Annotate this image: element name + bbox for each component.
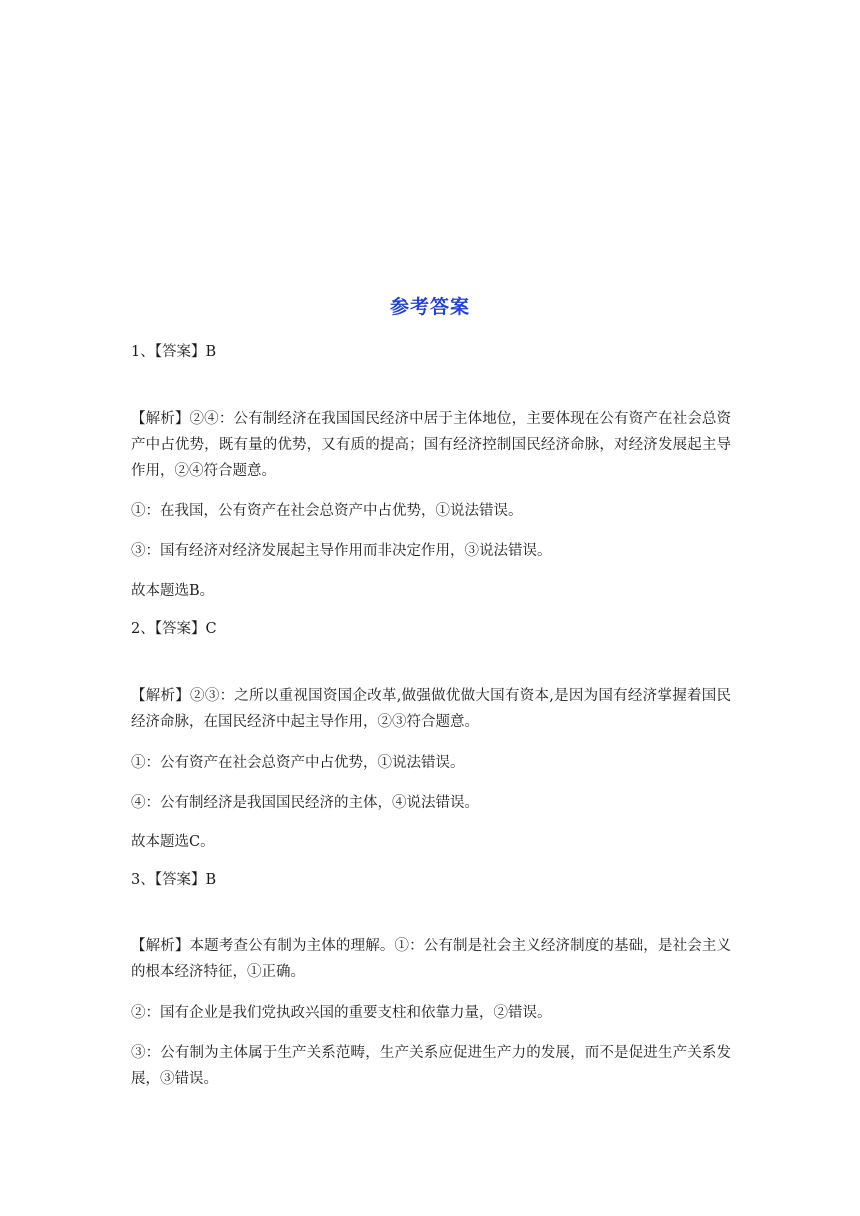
q3-answer: 3、【答案】B [131,872,217,888]
q2-conclusion: 故本题选C。 [131,834,215,850]
q1-point-1: ①：在我国，公有资产在社会总资产中占优势，①说法错误。 [131,503,523,519]
page-title: 参考答案 [389,296,470,318]
q1-answer: 1、【答案】B [131,344,217,360]
q2-point-2: ④：公有制经济是我国国民经济的主体，④说法错误。 [131,795,479,811]
q3-analysis: 【解析】本题考查公有制为主体的理解。①：公有制是社会主义经济制度的基础，是社会主义的根本经济特征，①正确。 [131,938,731,980]
q3-point-2: ③：公有制为主体属于生产关系范畴，生产关系应促进生产力的发展，而不是促进生产关系发展，③错误。 [131,1045,731,1087]
q2-answer: 2、【答案】C [131,621,217,637]
q1-point-2: ③：国有经济对经济发展起主导作用而非决定作用，③说法错误。 [131,543,552,559]
q1-analysis: 【解析】②④：公有制经济在我国国民经济中居于主体地位，主要体现在公有资产在社会总资产中占优势，既有量的优势，又有质的提高；国有经济控制国民经济命脉，对经济发展起主导作用，②④符合题意。 [131,411,731,479]
q1-conclusion: 故本题选B。 [131,583,215,599]
q2-point-1: ①：公有资产在社会总资产中占优势，①说法错误。 [131,755,465,771]
q3-point-1: ②：国有企业是我们党执政兴国的重要支柱和依靠力量，②错误。 [131,1005,552,1021]
q2-analysis: 【解析】②③：之所以重视国资国企改革,做强做优做大国有资本,是因为国有经济掌握着国民经济命脉，在国民经济中起主导作用，②③符合题意。 [131,688,731,730]
